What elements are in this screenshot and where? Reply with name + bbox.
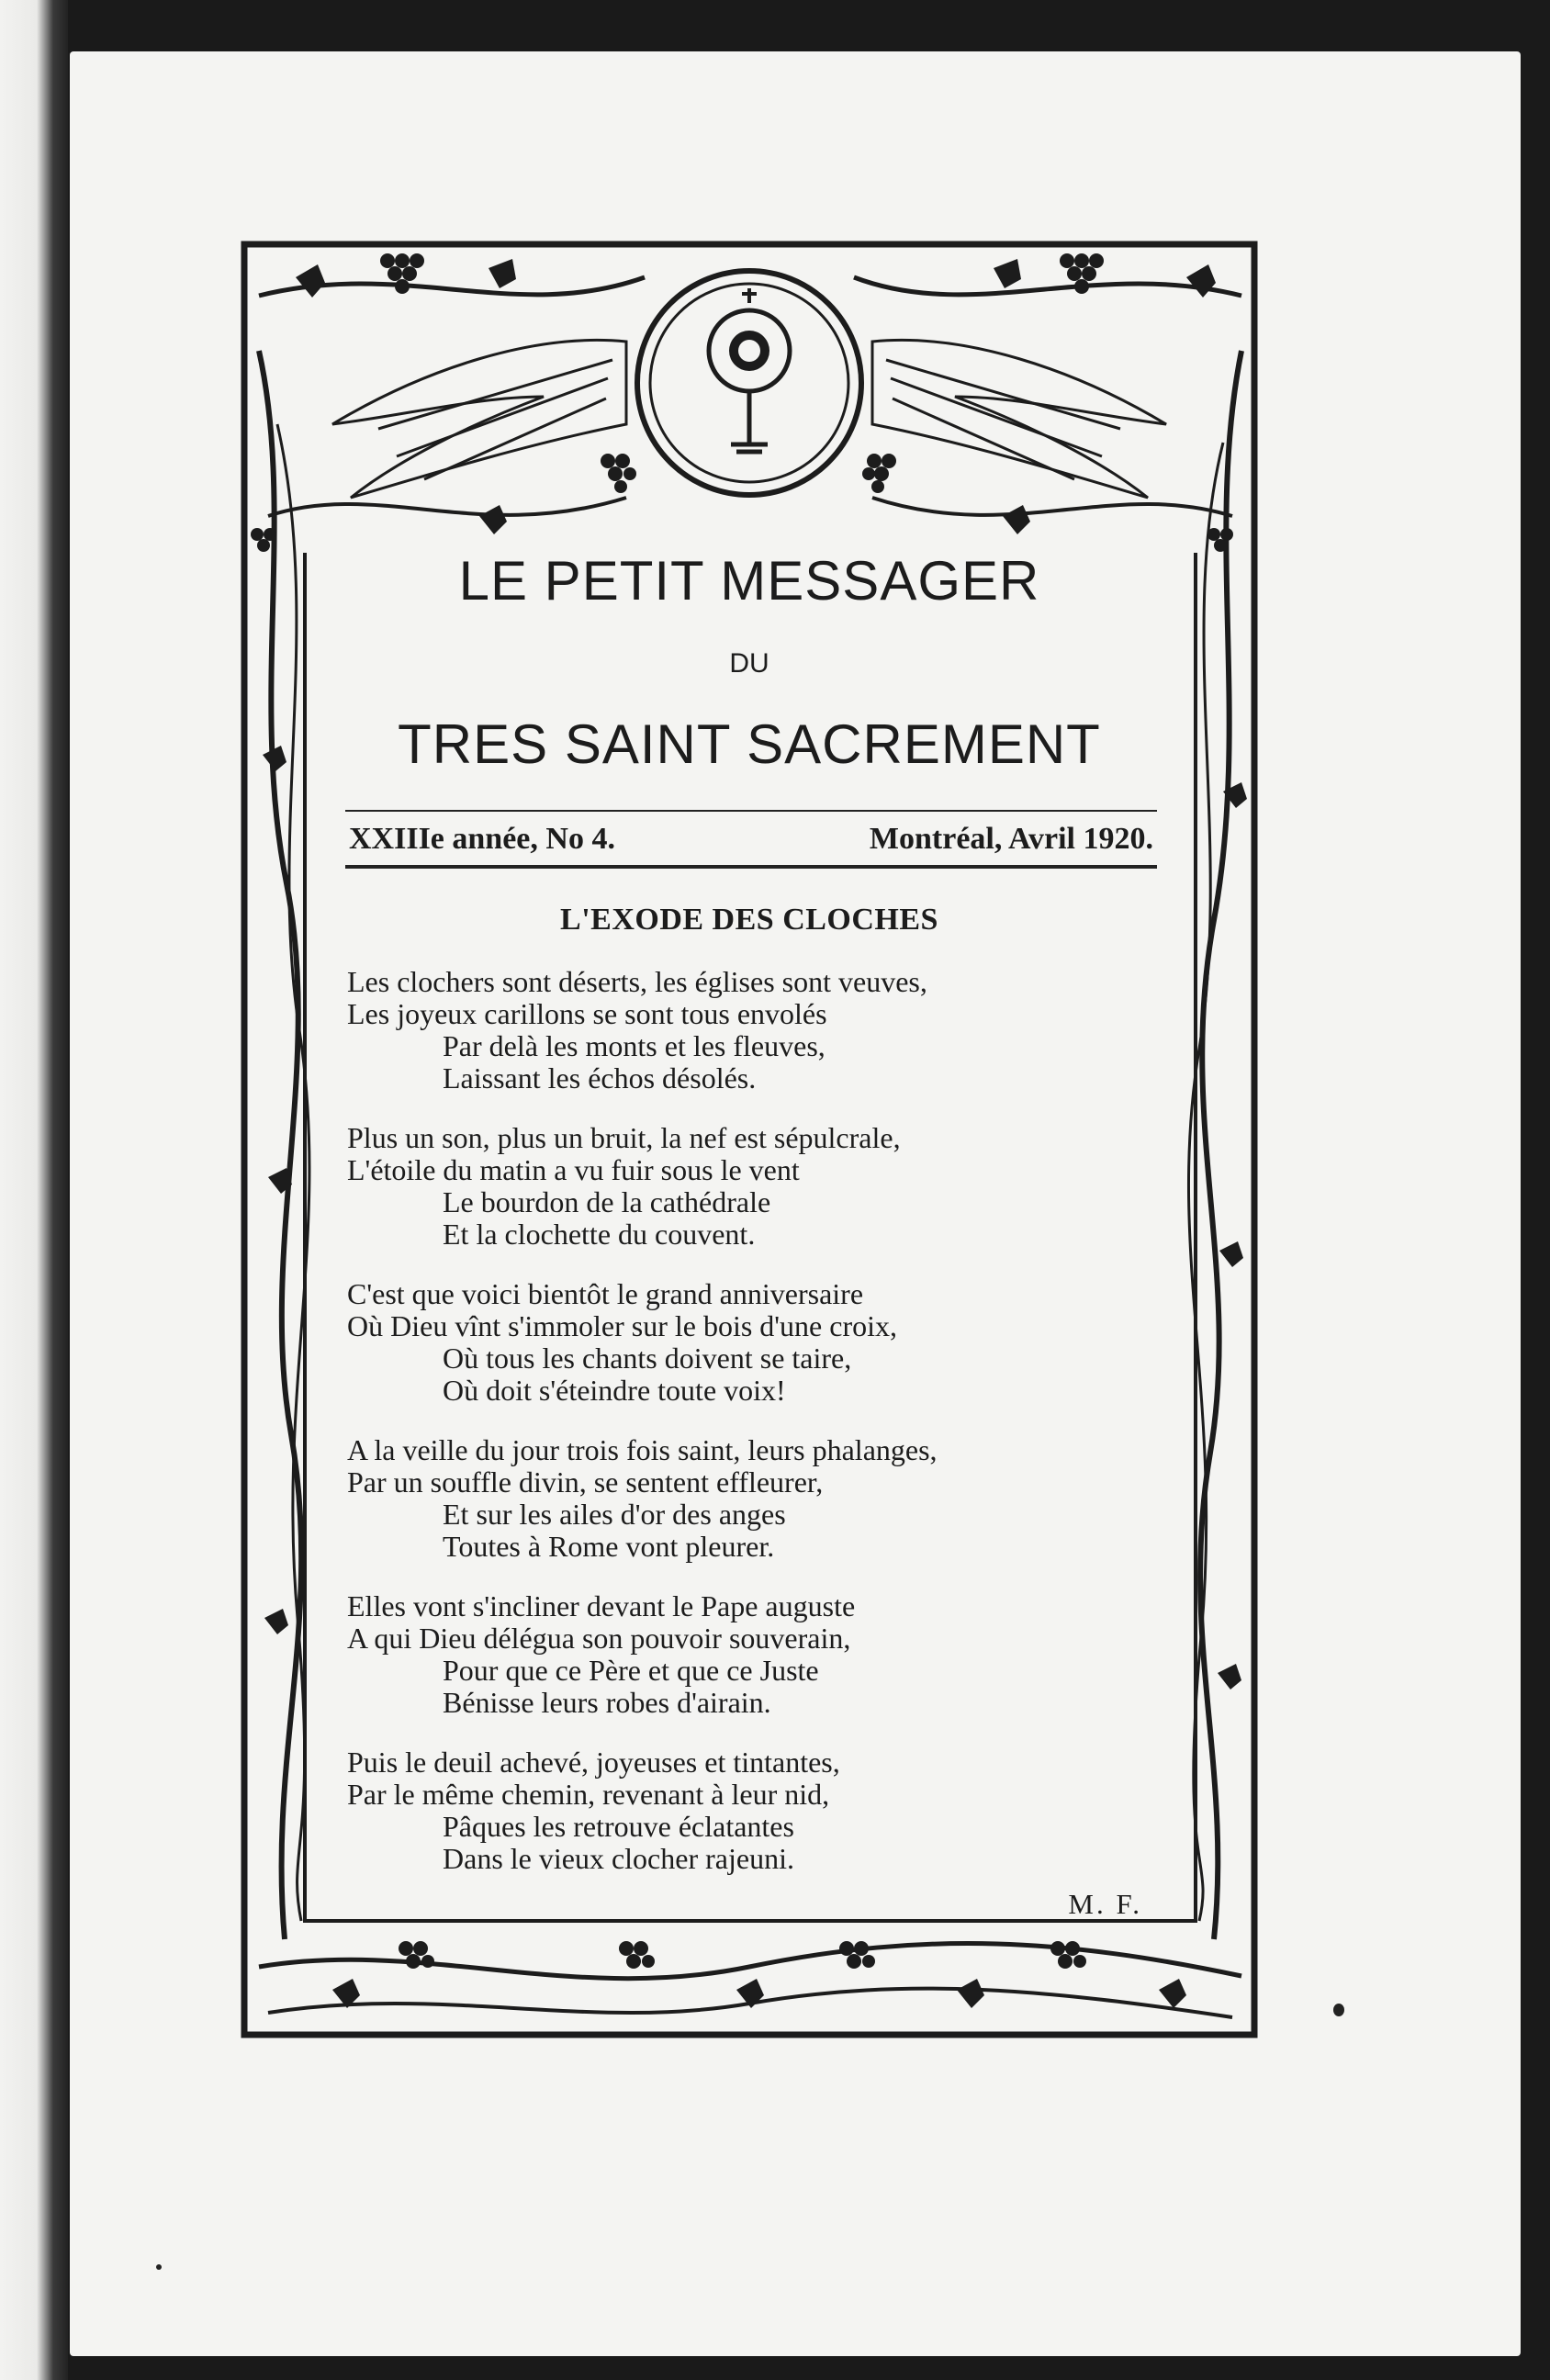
poem-line: Par le même chemin, revenant à leur nid,: [347, 1778, 830, 1811]
page-content: [332, 549, 1166, 1921]
poem-signature: M. F.: [1068, 1888, 1142, 1920]
poem-stanza: [347, 966, 1166, 1095]
poem-stanza: [347, 1122, 1166, 1251]
poem-line: Et sur les ailes d'or des anges: [443, 1498, 786, 1531]
poem-line: Par un souffle divin, se sentent effleurer,: [347, 1465, 824, 1499]
poem-line: Où Dieu vînt s'immoler sur le bois d'une croix,: [347, 1309, 897, 1342]
poem-stanza: [347, 1434, 1166, 1563]
masthead-title-du: DU: [729, 648, 769, 679]
poem-line: Plus un son, plus un bruit, la nef est sépulcrale,: [347, 1121, 901, 1154]
masthead-title-line2: TRES SAINT SACREMENT: [398, 713, 1101, 775]
poem-stanza: [347, 1746, 1166, 1875]
poem-title: L'EXODE DES CLOCHES: [560, 903, 938, 937]
poem-stanza: [347, 1278, 1166, 1407]
poem-line: Pour que ce Père et que ce Juste: [443, 1654, 819, 1687]
poem-line: L'étoile du matin a vu fuir sous le vent: [347, 1153, 800, 1186]
magazine-page: [70, 51, 1521, 2356]
poem-line: Elles vont s'incliner devant le Pape auguste: [347, 1589, 856, 1622]
poem-line: Par delà les monts et les fleuves,: [443, 1029, 826, 1062]
monstrance-with-wings-icon: [637, 271, 861, 495]
ink-speck: [1333, 2004, 1344, 2016]
ornamental-frame: [241, 241, 1258, 2040]
poem-line: Les joyeux carillons se sont tous envolés: [347, 997, 827, 1030]
poem-line: A qui Dieu délégua son pouvoir souverain,: [347, 1622, 851, 1655]
poem-line: Puis le deuil achevé, joyeuses et tintantes,: [347, 1746, 840, 1779]
poem-line: Les clochers sont déserts, les églises sont veuves,: [347, 965, 927, 998]
masthead-title-line1: LE PETIT MESSAGER: [458, 550, 1040, 612]
poem-line: C'est que voici bientôt le grand anniversaire: [347, 1277, 864, 1310]
poem-line: Et la clochette du couvent.: [443, 1218, 756, 1251]
issue-place-date: Montréal, Avril 1920.: [869, 822, 1153, 856]
poem-line: Le bourdon de la cathédrale: [443, 1185, 771, 1218]
poem-line: Où tous les chants doivent se taire,: [443, 1342, 852, 1375]
issue-info-bar: [345, 810, 1157, 869]
poem-stanza: [347, 1590, 1166, 1719]
issue-number: XXIIIe année, No 4.: [349, 822, 615, 856]
poem-line: Bénisse leurs robes d'airain.: [443, 1686, 771, 1719]
poem-line: A la veille du jour trois fois saint, leurs phalanges,: [347, 1433, 938, 1466]
poem-line: Où doit s'éteindre toute voix!: [443, 1374, 786, 1407]
poem-line: Dans le vieux clocher rajeuni.: [443, 1842, 794, 1875]
poem-line: Toutes à Rome vont pleurer.: [443, 1530, 775, 1563]
poem-line: Pâques les retrouve éclatantes: [443, 1810, 794, 1843]
previous-page-edge: [0, 0, 68, 2380]
poem-line: Laissant les échos désolés.: [443, 1061, 757, 1095]
ink-speck: [156, 2264, 162, 2270]
